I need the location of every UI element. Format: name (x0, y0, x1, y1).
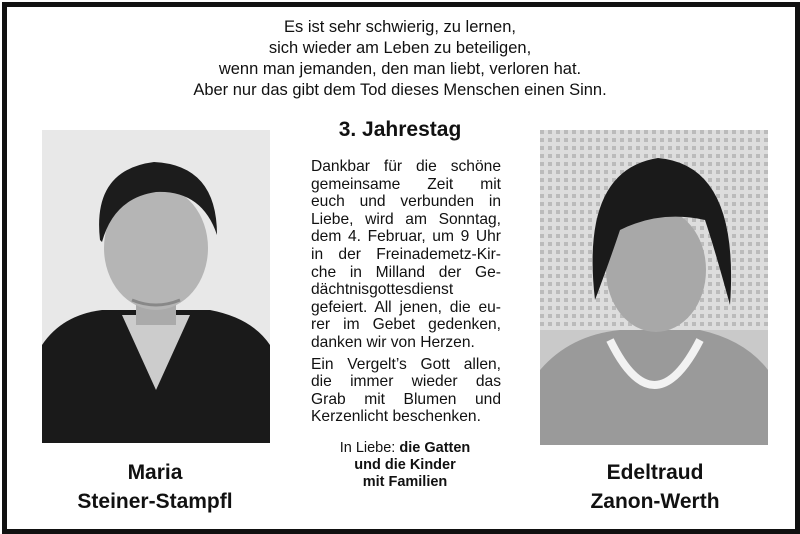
text-line: Grab mit Blumen und (311, 390, 501, 408)
text-line: Liebe, wird am Sonntag, (311, 210, 501, 228)
first-name: Edeltraud (606, 461, 704, 484)
quote-line: sich wieder am Leben zu beteiligen, (268, 39, 532, 57)
quote-line: Aber nur das gibt dem Tod dieses Menschen einen Sinn. (193, 81, 607, 99)
last-name: Zanon-Werth (590, 490, 720, 513)
memorial-quote (0, 17, 800, 101)
deceased-name-left (30, 458, 280, 516)
quote-line: wenn man jemanden, den man liebt, verloren hat. (218, 60, 582, 78)
signature-prefix: In Liebe: (339, 440, 400, 456)
anniversary-title: 3. Jahrestag (338, 118, 462, 141)
signature-line: die Gatten (399, 440, 471, 456)
signature-line: mit Familien (362, 474, 448, 490)
text-line: Kerzenlicht beschenken. (311, 408, 481, 426)
text-line: dächtnisgottesdienst (311, 281, 454, 299)
text-line: rer im Gebet gedenken, (311, 316, 501, 334)
text-line: Dankbar für die schöne (311, 158, 501, 175)
text-line: danken wir von Herzen. (311, 333, 475, 351)
text-line: dem 4. Februar, um 9 Uhr (311, 228, 501, 246)
signature-line: und die Kinder (354, 457, 456, 473)
text-line: die immer wieder das (311, 373, 501, 391)
quote-line: Es ist sehr schwierig, zu lernen, (283, 18, 516, 36)
memorial-text (311, 158, 501, 426)
text-line: che in Milland der Ge- (311, 263, 501, 281)
text-line: Ein Vergelt’s Gott allen, (311, 355, 501, 373)
deceased-name-right (530, 458, 780, 516)
last-name: Steiner-Stampfl (77, 490, 233, 513)
signature (300, 440, 510, 491)
portrait-photo-edeltraud (540, 130, 768, 445)
first-name: Maria (127, 461, 183, 484)
text-line: gemeinsame Zeit mit (311, 175, 501, 193)
text-line: euch und verbunden in (311, 193, 501, 211)
text-line: in der Freinademetz-Kir- (311, 245, 501, 263)
portrait-photo-maria (42, 130, 270, 443)
text-line: gefeiert. All jenen, die eu- (311, 298, 501, 316)
